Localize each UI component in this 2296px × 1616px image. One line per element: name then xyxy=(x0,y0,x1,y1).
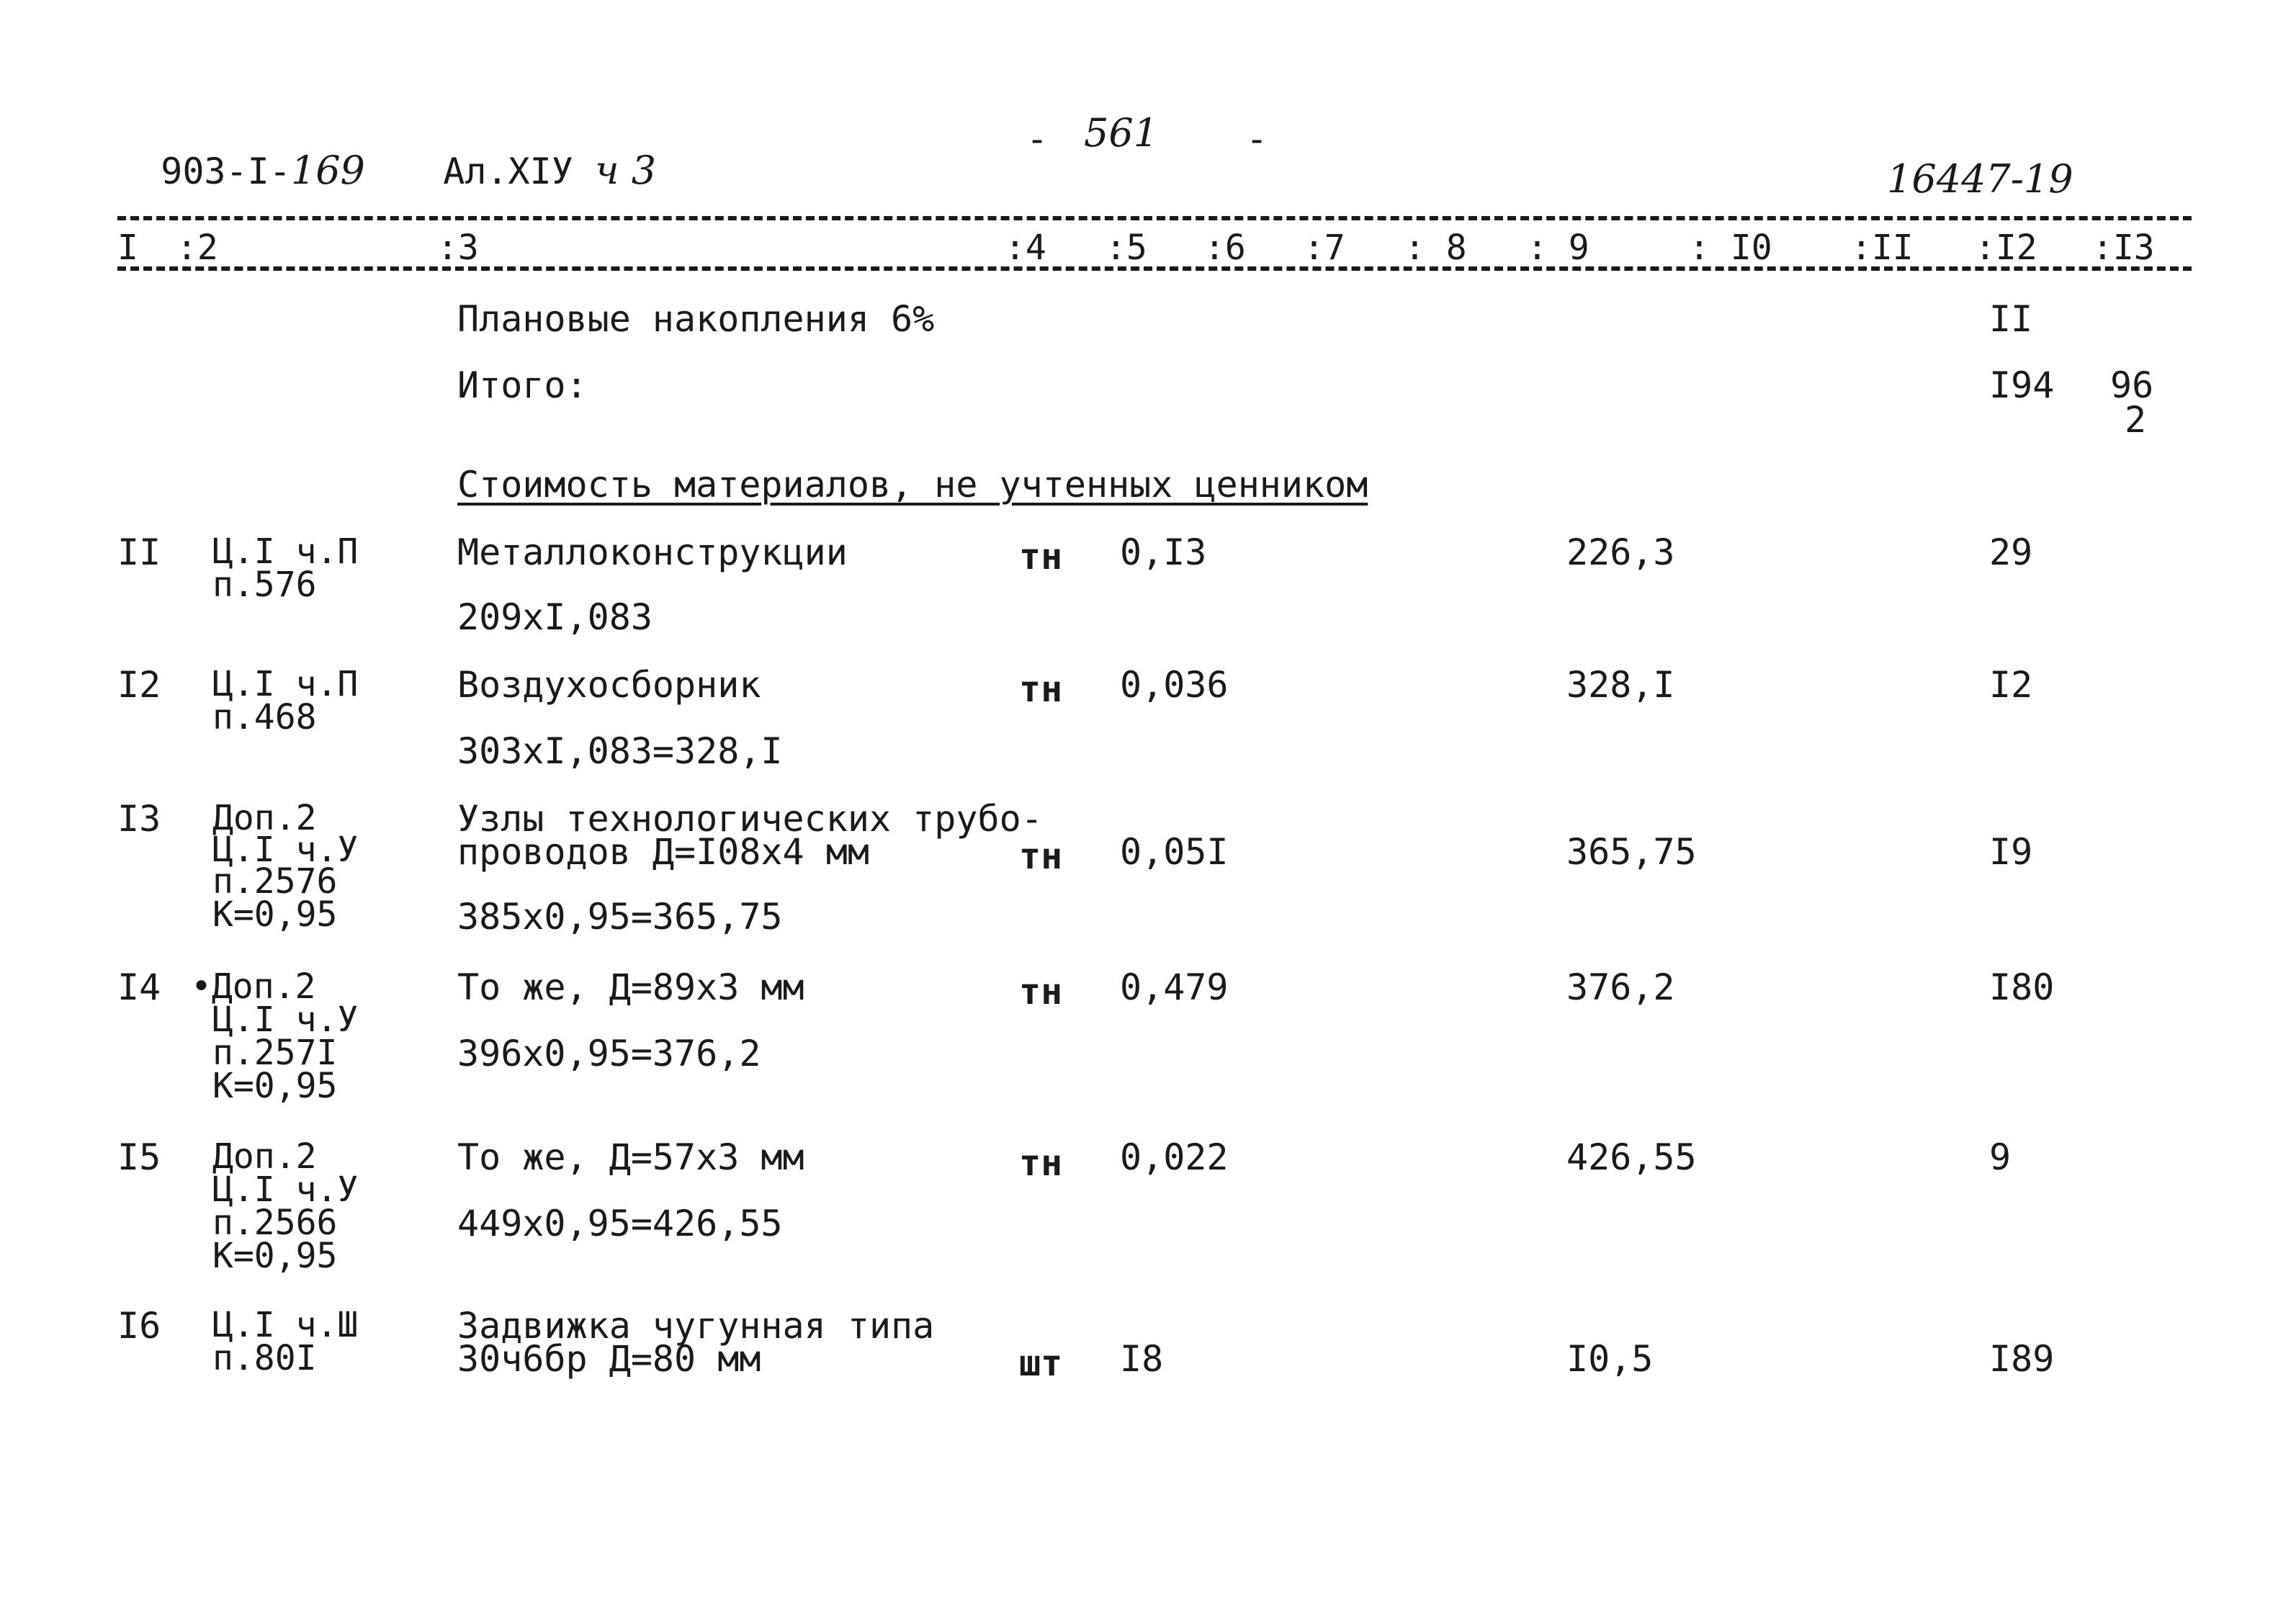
page-number-prefix: - xyxy=(1026,118,1049,160)
col-header-13: :I3 xyxy=(2092,228,2155,268)
row-unit-price: 365,75 xyxy=(1566,831,1697,873)
row-code-line: •Доп.2 xyxy=(191,966,316,1007)
col-header-11: :II xyxy=(1851,228,1914,268)
row-unit: тн xyxy=(1019,835,1063,877)
row-code-line: Ц.I ч.У xyxy=(212,830,359,870)
row-number: I5 xyxy=(117,1136,161,1178)
row-name: То же, Д=89х3 мм xyxy=(457,966,804,1008)
page-number-suffix: - xyxy=(1246,118,1268,160)
row-code-line: п.2576 xyxy=(212,861,338,902)
total-value: I94 xyxy=(1989,364,2055,406)
planned-savings-label: Плановые накопления 6% xyxy=(457,298,935,340)
row-code-line: п.257I xyxy=(212,1033,338,1073)
album-label: Ал.XIУ ч 3 xyxy=(443,148,657,193)
row-total: 29 xyxy=(1989,531,2033,573)
row-total: I80 xyxy=(1989,966,2055,1008)
row-code-line: п.576 xyxy=(212,565,317,605)
row-total: I2 xyxy=(1989,664,2033,706)
col-header-9: : 9 xyxy=(1527,228,1589,268)
row-unit-price: 376,2 xyxy=(1566,966,1675,1008)
section-title: Стоимость материалов, не учтенных ценником xyxy=(457,464,1368,506)
album-part-handwritten: ч 3 xyxy=(594,148,657,193)
row-unit: тн xyxy=(1019,971,1063,1013)
row-unit-price: 328,I xyxy=(1566,664,1675,706)
row-calculation: 449х0,95=426,55 xyxy=(457,1203,783,1244)
row-quantity: 0,05I xyxy=(1120,831,1229,873)
row-total: I89 xyxy=(1989,1338,2055,1380)
row-code-line: п.2566 xyxy=(212,1203,338,1243)
row-calculation: 303xI,083=328,I xyxy=(457,730,783,772)
row-code-line: Ц.I ч.У xyxy=(212,1000,359,1040)
row-unit-price: 226,3 xyxy=(1566,531,1675,573)
row-unit: шт xyxy=(1019,1342,1063,1384)
row-total: 9 xyxy=(1989,1136,2012,1178)
row-unit: тн xyxy=(1019,668,1063,710)
document-code: 903-I-169 xyxy=(161,148,365,193)
row-unit-price: I0,5 xyxy=(1566,1338,1654,1380)
col-header-6: :6 xyxy=(1204,228,1246,268)
row-unit-price: 426,55 xyxy=(1566,1136,1697,1178)
total-label: Итого: xyxy=(457,364,588,406)
row-unit: тн xyxy=(1019,1142,1063,1184)
total-value-col13-sub: 2 xyxy=(2125,399,2147,441)
row-code-line: Ц.I ч.Ш xyxy=(212,1305,359,1345)
row-total: I9 xyxy=(1989,831,2033,873)
col-header-3: :3 xyxy=(437,228,479,268)
row-code-line: К=0,95 xyxy=(212,1066,338,1106)
col-header-8: : 8 xyxy=(1404,228,1467,268)
row-name: проводов Д=I08х4 мм xyxy=(457,831,869,873)
col-header-12: :I2 xyxy=(1975,228,2037,268)
total-value-col13: 96 xyxy=(2110,364,2154,406)
row-code-line: п.468 xyxy=(212,697,317,737)
row-number: I2 xyxy=(117,664,161,706)
row-code-line: Доп.2 xyxy=(212,1136,317,1177)
row-quantity: 0,022 xyxy=(1120,1136,1229,1178)
row-calculation: 396х0,95=376,2 xyxy=(457,1033,761,1074)
row-number: II xyxy=(117,531,161,573)
row-code-line: п.80I xyxy=(212,1338,317,1378)
row-name: Задвижка чугунная типа xyxy=(457,1305,935,1347)
row-name: Металлоконструкции xyxy=(457,531,848,573)
col-header-2: :2 xyxy=(176,228,218,268)
col-header-10: : I0 xyxy=(1689,228,1772,268)
row-name: 30ч6бр Д=80 мм xyxy=(457,1338,761,1380)
row-unit: тн xyxy=(1019,536,1063,578)
row-number: I4 xyxy=(117,966,161,1008)
col-header-4: :4 xyxy=(1005,228,1046,268)
row-quantity: I8 xyxy=(1120,1338,1164,1380)
col-header-5: :5 xyxy=(1106,228,1147,268)
document-code-handwritten: 169 xyxy=(290,148,365,193)
row-quantity: 0,036 xyxy=(1120,664,1229,706)
row-number: I6 xyxy=(117,1305,161,1347)
row-code-line: К=0,95 xyxy=(212,894,338,935)
row-quantity: 0,479 xyxy=(1120,966,1229,1008)
row-code-line: Ц.I ч.П xyxy=(212,664,359,704)
row-number: I3 xyxy=(117,798,161,840)
row-name: Узлы технологических трубо- xyxy=(457,798,1043,840)
row-code-line: Ц.I ч.У xyxy=(212,1170,359,1210)
row-calculation: 385х0,95=365,75 xyxy=(457,896,783,938)
header-top-rule xyxy=(117,216,2192,220)
row-code-line: К=0,95 xyxy=(212,1236,338,1276)
col-header-7: :7 xyxy=(1304,228,1345,268)
row-calculation: 209xI,083 xyxy=(457,596,653,638)
row-quantity: 0,I3 xyxy=(1120,531,1207,573)
planned-savings-value: II xyxy=(1989,298,2033,340)
row-name: То же, Д=57х3 мм xyxy=(457,1136,804,1178)
row-code-line: Ц.I ч.П xyxy=(212,531,359,572)
page-number: 561 xyxy=(1084,110,1159,156)
row-code-line: Доп.2 xyxy=(212,798,317,838)
col-header-1: I xyxy=(117,228,138,268)
doc-number-handwritten: 16447-19 xyxy=(1887,156,2073,202)
row-name: Воздухосборник xyxy=(457,664,761,706)
